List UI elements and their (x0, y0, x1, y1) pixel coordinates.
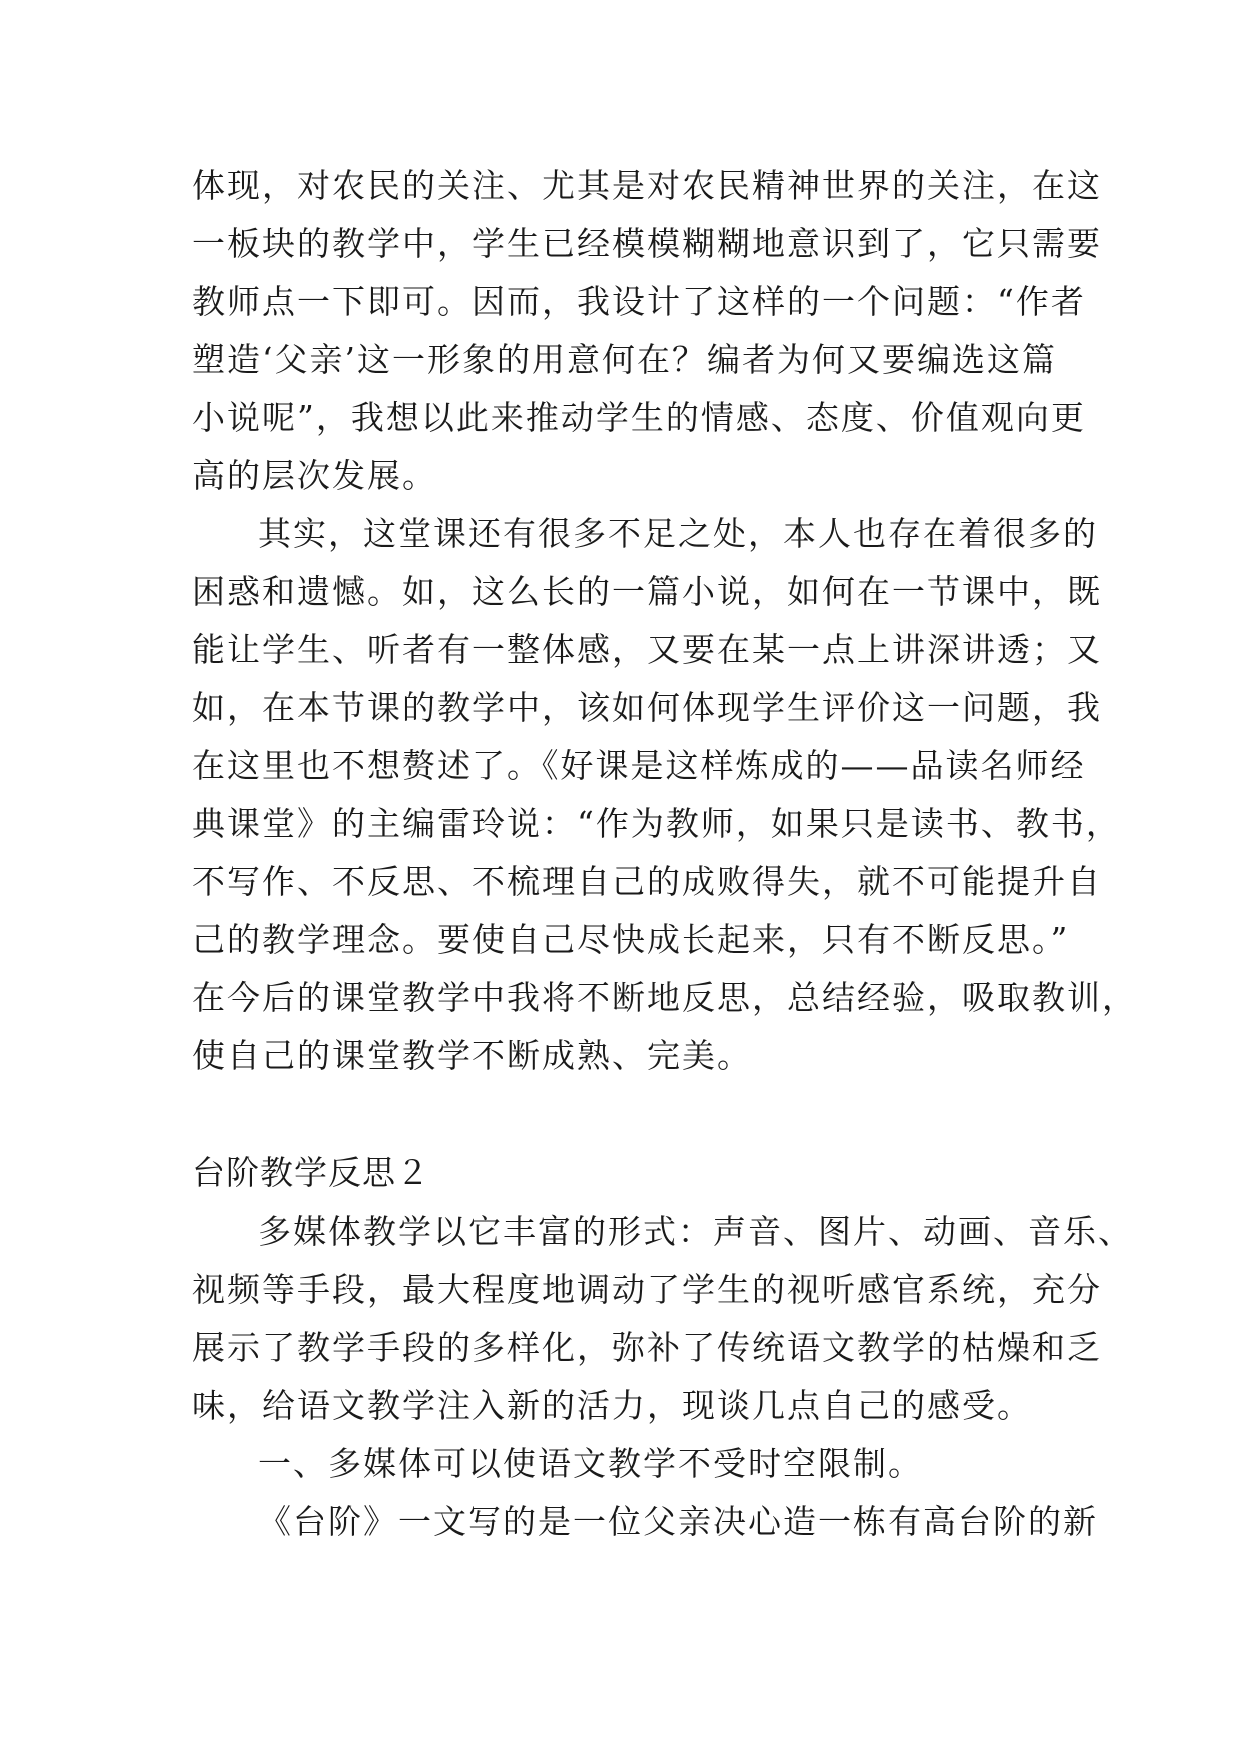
paragraph-line: 不写作、不反思、不梳理自己的成败得失，就不可能提升自 (192, 862, 1102, 901)
paragraph-line: 其实，这堂课还有很多不足之处，本人也存在着很多的 (258, 514, 1098, 553)
paragraph-line: 一板块的教学中，学生已经模模糊糊地意识到了，它只需要 (192, 224, 1102, 263)
paragraph-line: 典课堂》的主编雷玲说：“作为教师，如果只是读书、教书， (192, 804, 1121, 843)
paragraph-line: 小说呢”，我想以此来推动学生的情感、态度、价值观向更 (192, 398, 1086, 437)
paragraph-line: 多媒体教学以它丰富的形式：声音、图片、动画、音乐、 (258, 1212, 1133, 1251)
paragraph-line: 教师点一下即可。因而，我设计了这样的一个问题：“作者 (192, 282, 1086, 321)
paragraph-line: 困惑和遗憾。如，这么长的一篇小说，如何在一节课中，既 (192, 572, 1102, 611)
paragraph-line: 一、多媒体可以使语文教学不受时空限制。 (258, 1444, 923, 1483)
paragraph-line: 视频等手段，最大程度地调动了学生的视听感官系统，充分 (192, 1270, 1102, 1309)
paragraph-line: 在这里也不想赘述了。《好课是这样炼成的——品读名师经 (192, 746, 1086, 785)
paragraph-line: 味，给语文教学注入新的活力，现谈几点自己的感受。 (192, 1386, 1032, 1425)
paragraph-line: 《台阶》一文写的是一位父亲决心造一栋有高台阶的新 (258, 1502, 1098, 1541)
paragraph-line: 在今后的课堂教学中我将不断地反思，总结经验，吸取教训， (192, 978, 1137, 1017)
paragraph-line: 如，在本节课的教学中，该如何体现学生评价这一问题，我 (192, 688, 1102, 727)
paragraph-line: 能让学生、听者有一整体感，又要在某一点上讲深讲透；又 (192, 630, 1102, 669)
paragraph-line: 体现，对农民的关注、尤其是对农民精神世界的关注，在这 (192, 166, 1102, 205)
paragraph-line: 塑造‘父亲’这一形象的用意何在？编者为何又要编选这篇 (192, 340, 1057, 379)
paragraph-line: 己的教学理念。要使自己尽快成长起来，只有不断反思。” (192, 920, 1070, 959)
paragraph-line: 高的层次发展。 (192, 456, 437, 495)
section-title: 台阶教学反思２ (192, 1153, 430, 1192)
paragraph-line: 使自己的课堂教学不断成熟、完美。 (192, 1036, 752, 1075)
paragraph-line: 展示了教学手段的多样化，弥补了传统语文教学的枯燥和乏 (192, 1328, 1102, 1367)
